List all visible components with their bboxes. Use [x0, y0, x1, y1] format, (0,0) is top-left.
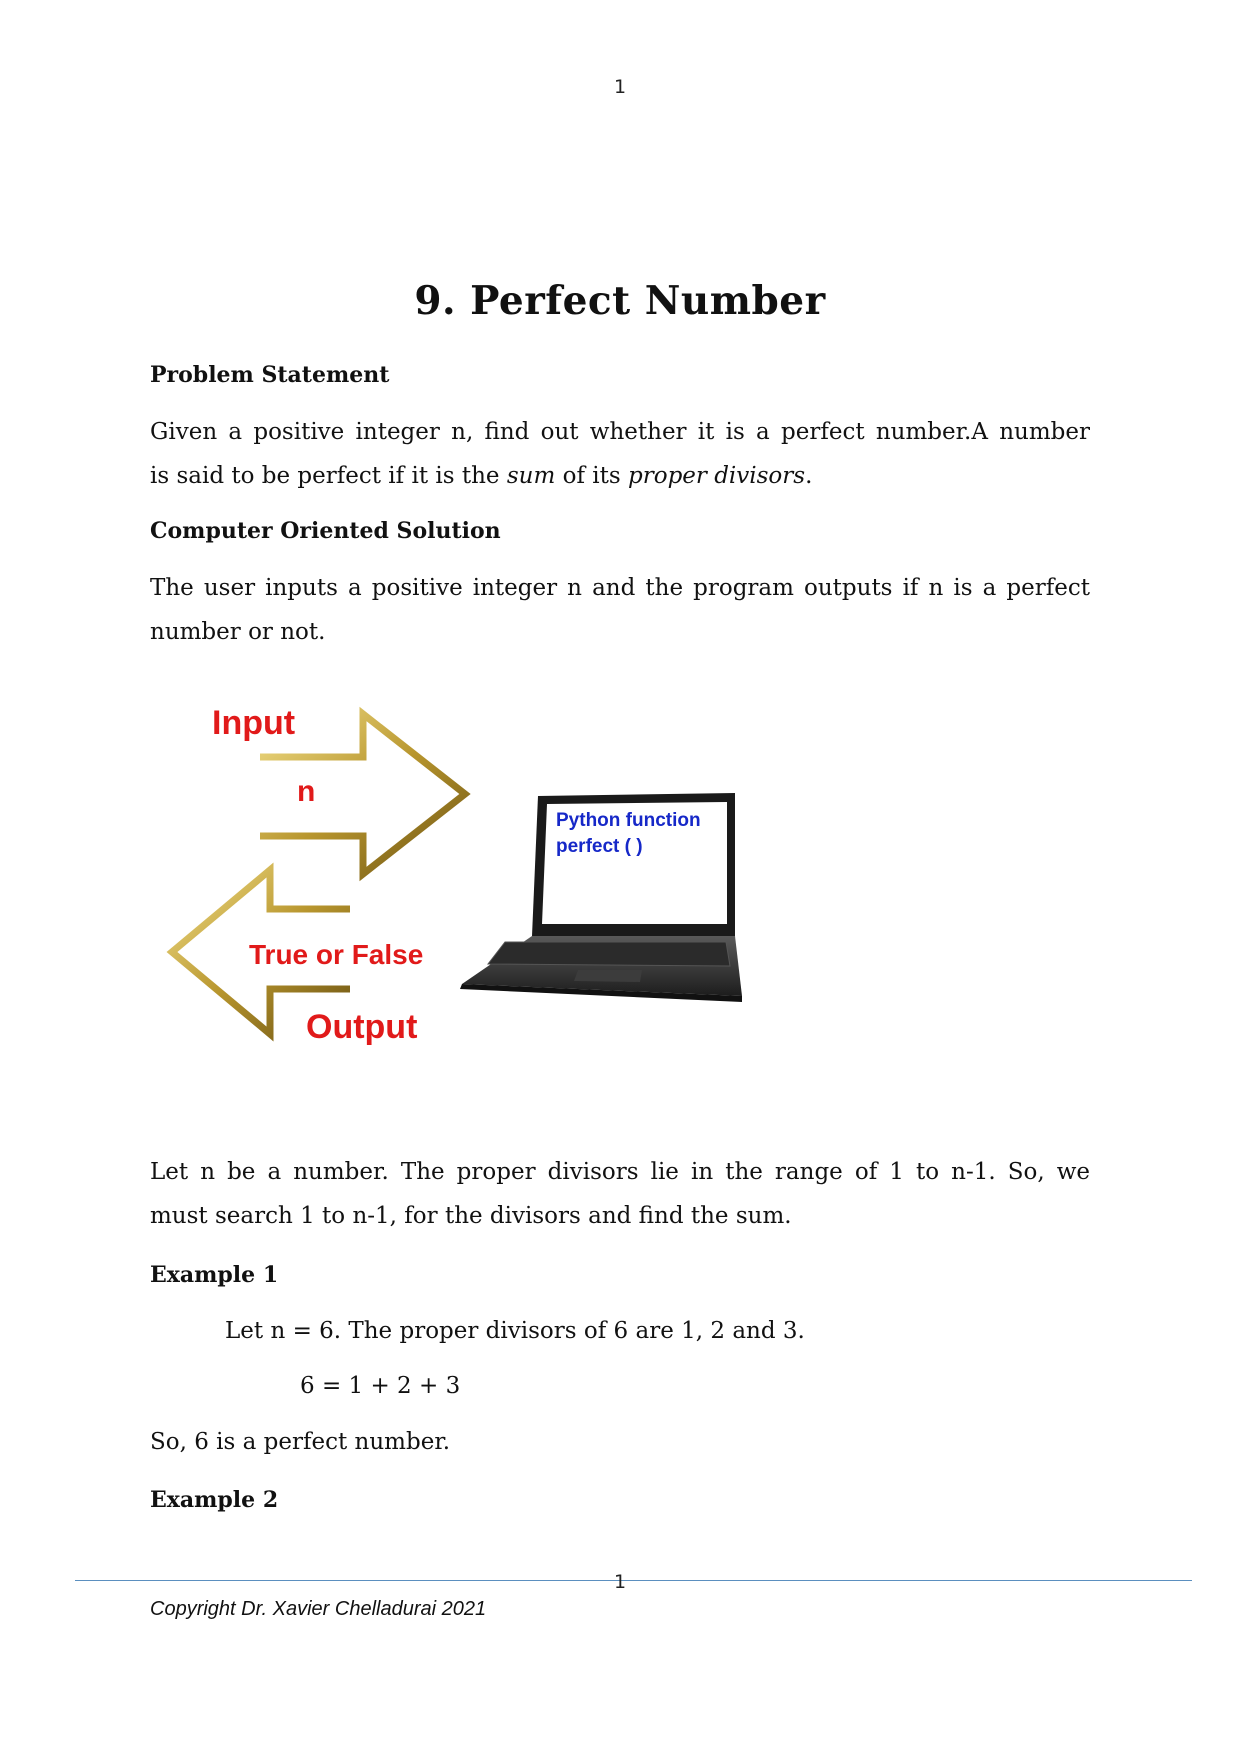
- n-label: n: [297, 775, 316, 808]
- example-1-conclusion: So, 6 is a perfect number.: [150, 1429, 451, 1455]
- problem-line-2-c: .: [805, 463, 813, 489]
- true-or-false-label: True or False: [249, 939, 424, 970]
- copyright-text: Copyright Dr. Xavier Chelladurai 2021: [150, 1598, 487, 1620]
- input-output-figure: [160, 684, 760, 1054]
- range-line-1: Let n be a number. The proper divisors lie in the range of 1 to n-1. So, we: [150, 1159, 1090, 1185]
- example-1-heading: Example 1: [150, 1262, 279, 1288]
- footer-page-number: 1: [613, 1571, 627, 1593]
- output-label: Output: [306, 1008, 418, 1046]
- problem-line-2-a: is said to be perfect if it is the: [150, 463, 507, 489]
- input-label: Input: [212, 704, 296, 742]
- solution-heading: Computer Oriented Solution: [150, 518, 501, 544]
- problem-statement-text: [150, 410, 1090, 498]
- solution-line-1: The user inputs a positive integer n and the program outputs if n is a perfect: [150, 575, 1090, 601]
- problem-line-2: [150, 454, 1090, 498]
- term-proper-divisors: proper divisors: [628, 463, 806, 489]
- laptop-icon: [460, 793, 742, 1002]
- example-1-equation: 6 = 1 + 2 + 3: [300, 1373, 461, 1399]
- example-2-heading: Example 2: [150, 1487, 279, 1513]
- header-page-number: 1: [613, 76, 627, 98]
- range-text: [150, 1150, 1090, 1238]
- screen-line-2: perfect ( ): [556, 836, 643, 857]
- problem-line-2-b: of its: [555, 463, 628, 489]
- term-sum: sum: [506, 463, 556, 489]
- solution-text: [150, 566, 1090, 654]
- page-title: 9. Perfect Number: [414, 278, 826, 324]
- problem-line-1: Given a positive integer n, find out whether it is a perfect number.A number: [150, 419, 1090, 445]
- range-line-2: must search 1 to n-1, for the divisors and find the sum.: [150, 1203, 792, 1229]
- screen-line-1: Python function: [556, 810, 701, 831]
- problem-statement-heading: Problem Statement: [150, 362, 390, 388]
- solution-line-2: number or not.: [150, 619, 326, 645]
- input-output-diagram: [160, 684, 760, 1054]
- example-1-line: Let n = 6. The proper divisors of 6 are 1, 2 and 3.: [225, 1318, 805, 1344]
